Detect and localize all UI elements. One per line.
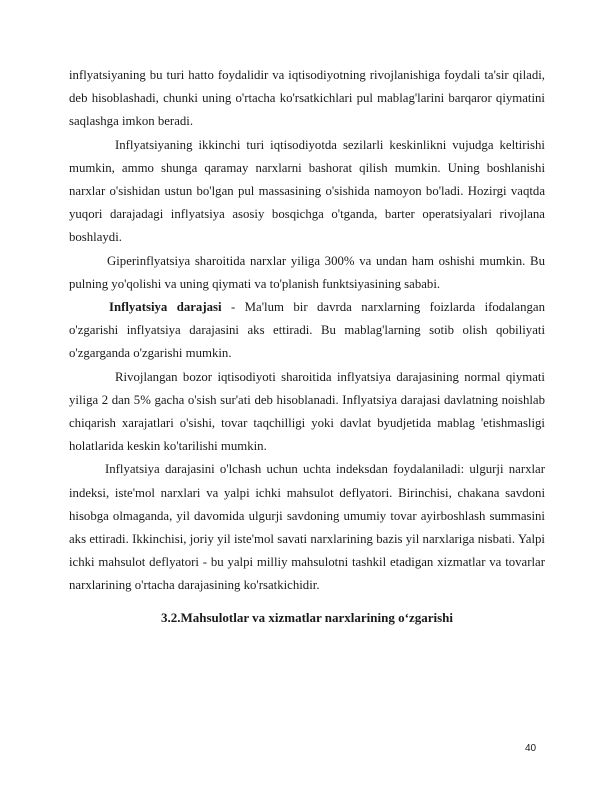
paragraph-hyperinflation: Giperinflyatsiya sharoitida narxlar yiliga 300% va undan ham oshishi mumkin. Bu pulning yo'qolishi va uning qiymati va to'planish funktsiyasining sababi. — [69, 253, 545, 291]
paragraph-inflation-second-type: Inflyatsiyaning ikkinchi turi iqtisodiyotda sezilarli keskinlikni vujudga keltirishi mumkin, ammo shunga qaramay narxlarni bashorat qilish mumkin. Uning boshlanishi narxlar o'sishidan ustun bo'lgan pul massasining o'sishida namoyon bo'ladi. Hozirgi vaqtda yuqori darajadagi inflyatsiya asosiy bosqichga o'tganda, barter operatsiyalari rivojlana boshlaydi. — [69, 137, 545, 245]
paragraph-inflation-rate — [69, 296, 545, 366]
term-inflation-rate: Inflyatsiya darajasi — [109, 300, 222, 315]
paragraph-developed-market: Rivojlangan bozor iqtisodiyoti sharoitida inflyatsiya darajasining normal qiymati yiliga 2 dan 5% gacha o'sish sur'ati deb hisoblanadi. Inflyatsiya darajasi davlatning noishlab chiqarish xarajatlari o'sishi, tovar taqchilligi yoki davlat byudjetida mablag 'etishmasligi holatlarida keskin ko'tarilishi mumkin. — [69, 369, 545, 454]
paragraph-inflation-benefit: inflyatsiyaning bu turi hatto foydalidir va iqtisodiyotning rivojlanishiga foydali ta'sir qiladi, deb hisoblashadi, chunki uning o'rtacha ko'rsatkichlari pul mablag'larini barqaror qiymatini saqlashga imkon beradi. — [69, 68, 545, 129]
paragraph-inflation-rate-text: - Ma'lum bir davrda narxlarning foizlarda ifodalangan o'zgarishi inflyatsiya darajasini aks ettiradi. Bu mablag'larning sotib olish qobiliyati o'zgarganda o'zgarishi mumkin. — [69, 300, 545, 361]
paragraph-measurement-indices: Inflyatsiya darajasini o'lchash uchun uchta indeksdan foydalaniladi: ulgurji narxlar indeksi, iste'mol narxlari va yalpi ichki mahsulot deflyatori. Birinchisi, chakana savdoni hisobga olmaganda, yil davomida ulgurji savdoning umumiy tovar ayirboshlash summasini aks ettiradi. Ikkinchisi, joriy yil iste'mol savati narxlarining bazis yil narxlariga nisbati. Yalpi ichki mahsulot deflyatori - bu yalpi milliy mahsulotni tashkil etadigan xizmatlar va tovarlar narxlarining o'rtacha darajasining ko'rsatkichidir. — [69, 462, 545, 593]
section-heading: 3.2.Mahsulotlar va xizmatlar narxlarining o‘zgarishi — [160, 609, 453, 625]
document-page — [69, 64, 545, 629]
page-number: 40 — [525, 743, 537, 754]
